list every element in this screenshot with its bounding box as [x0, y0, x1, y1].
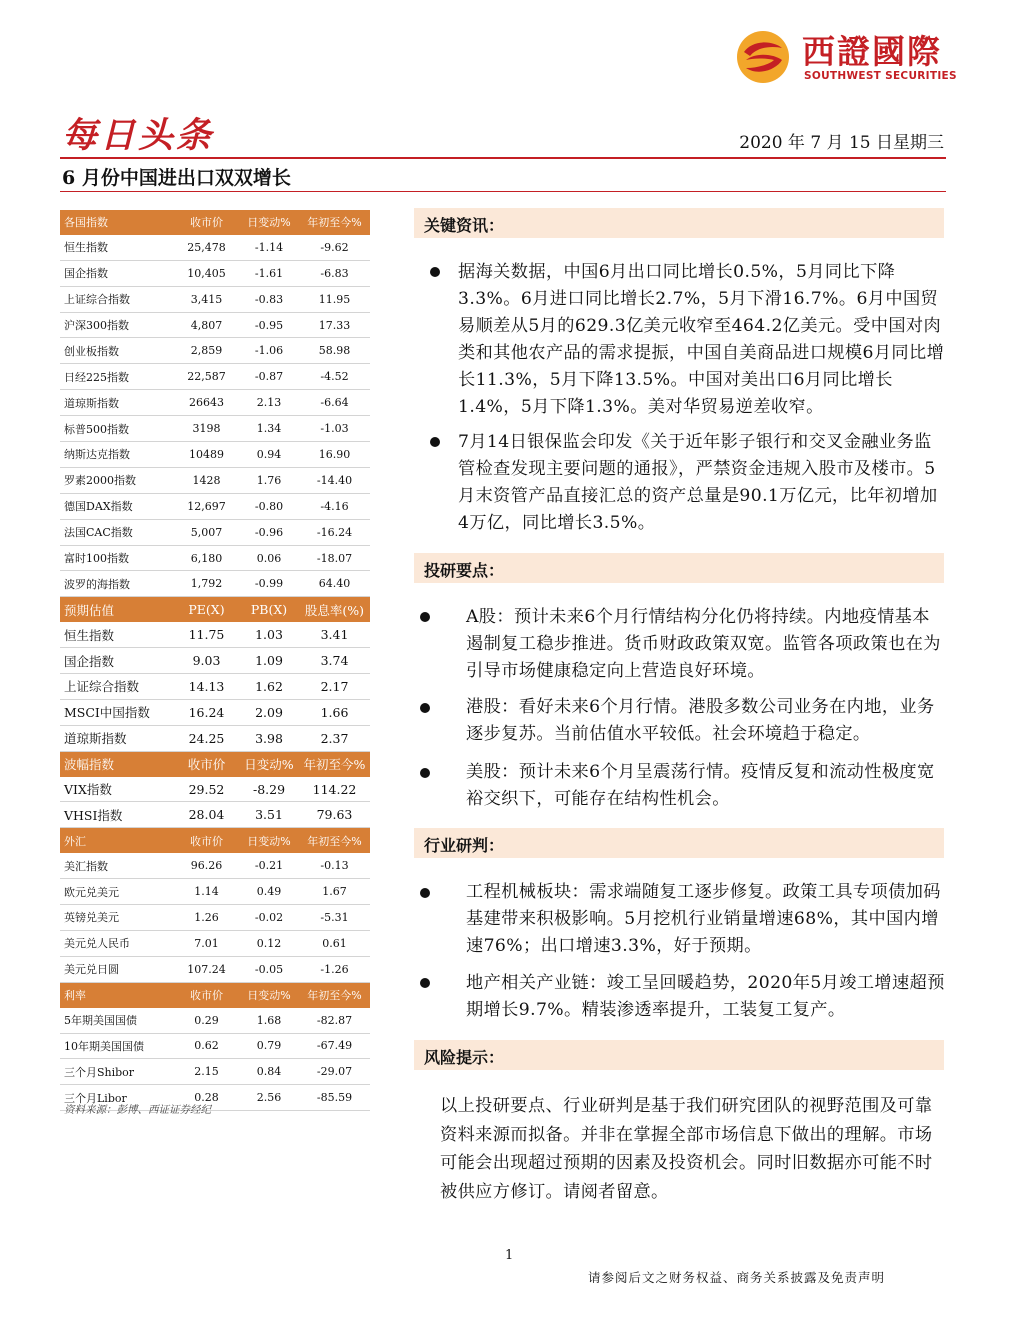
section-industry: [414, 828, 944, 858]
cell-value: 6,180: [174, 545, 239, 571]
table-row: [60, 930, 370, 956]
row-label: 三个月Shibor: [60, 1059, 174, 1085]
row-label: 创业板指数: [60, 338, 174, 364]
cell-value: -5.31: [299, 905, 370, 931]
row-label: MSCI中国指数: [60, 699, 174, 725]
cell-value: 1.09: [239, 648, 299, 674]
cell-value: -0.21: [239, 853, 299, 878]
cell-value: -18.07: [299, 545, 370, 571]
table-row: [60, 1008, 370, 1033]
news-item: 7月14日银保监会印发《关于近年影子银行和交叉金融业务监管检查发现主要问题的通报》，严禁资金违规入股市及楼市。5月末资管产品直接汇总的资产总量是90.1万亿元，比年初增加4万亿，同比增长3.5%。: [458, 432, 938, 533]
row-label: VHSI指数: [60, 802, 174, 828]
row-label: 5年期美国国债: [60, 1008, 174, 1033]
cell-value: 0.28: [174, 1085, 239, 1111]
cell-value: -0.80: [239, 493, 299, 519]
cell-value: 2.13: [239, 390, 299, 416]
row-label: 恒生指数: [60, 622, 174, 647]
cell-value: 0.06: [239, 545, 299, 571]
row-label: 上证综合指数: [60, 674, 174, 700]
row-label: 道琼斯指数: [60, 390, 174, 416]
cell-value: 0.62: [174, 1033, 239, 1059]
cell-value: 28.04: [174, 802, 239, 828]
table-row: [60, 390, 370, 416]
cell-value: 2.17: [299, 674, 370, 700]
bullet-icon: [430, 437, 440, 447]
cell-value: 58.98: [299, 338, 370, 364]
section-title: 关键资讯：: [424, 216, 505, 235]
column-header: 利率: [60, 982, 174, 1007]
cell-value: 16.90: [299, 442, 370, 468]
table-row: [60, 519, 370, 545]
table-row: [60, 802, 370, 828]
cell-value: 24.25: [174, 725, 239, 751]
section-research: [414, 553, 944, 583]
cell-value: 96.26: [174, 853, 239, 878]
table-row: [60, 493, 370, 519]
table-row: [60, 545, 370, 571]
column-header: 日变动%: [239, 751, 299, 776]
cell-value: 29.52: [174, 777, 239, 802]
section-title: 行业研判：: [424, 836, 505, 855]
cell-value: -1.06: [239, 338, 299, 364]
bullet-icon: [420, 978, 430, 988]
column-header: 外汇: [60, 828, 174, 853]
page-number: 1: [505, 1248, 514, 1263]
row-label: 沪深300指数: [60, 312, 174, 338]
table-row: [60, 338, 370, 364]
cell-value: 3.98: [239, 725, 299, 751]
table-row: [60, 260, 370, 286]
table-row: [60, 853, 370, 878]
cell-value: -0.05: [239, 956, 299, 982]
table-row: [60, 674, 370, 700]
logo-mark-icon: [736, 30, 790, 84]
news-item: 据海关数据，中国6月出口同比增长0.5%，5月同比下降3.3%。6月进口同比增长2.7%，5月下滑16.7%。6月中国贸易顺差从5月的629.3亿美元收窄至464.2亿美元。受中国对肉类和其他农产品的需求提振，中国自美商品进口规模6月同比增长11.3%，5月下降13.5%。中国对美出口6月同比增长1.4%，5月下降1.3%。美对华贸易逆差收窄。: [458, 262, 945, 417]
logo-english-name: SOUTHWEST SECURITIES: [804, 70, 957, 82]
column-header: 收市价: [174, 210, 239, 235]
table-row: [60, 905, 370, 931]
headline: 6 月份中国进出口双双增长: [62, 167, 291, 189]
row-label: 上证综合指数: [60, 286, 174, 312]
section-title: 投研要点：: [424, 561, 505, 580]
table-row: [60, 467, 370, 493]
table-row: [60, 286, 370, 312]
column-header: 预期估值: [60, 597, 174, 622]
cell-value: 1.34: [239, 416, 299, 442]
cell-value: 0.12: [239, 930, 299, 956]
row-label: 国企指数: [60, 260, 174, 286]
column-header: 收市价: [174, 828, 239, 853]
cell-value: 1.66: [299, 699, 370, 725]
bullet-icon: [420, 768, 430, 778]
table-row: [60, 312, 370, 338]
cell-value: 10,405: [174, 260, 239, 286]
table-row: [60, 956, 370, 982]
column-header: PE(X): [174, 597, 239, 622]
cell-value: 9.03: [174, 648, 239, 674]
cell-value: 26643: [174, 390, 239, 416]
section-title: 风险提示：: [424, 1048, 505, 1067]
cell-value: 2,859: [174, 338, 239, 364]
cell-value: -0.83: [239, 286, 299, 312]
cell-value: 1.67: [299, 879, 370, 905]
column-header: 日变动%: [239, 828, 299, 853]
row-label: 三个月Libor: [60, 1085, 174, 1111]
row-label: 10年期美国国债: [60, 1033, 174, 1059]
row-label: 美汇指数: [60, 853, 174, 878]
cell-value: -6.64: [299, 390, 370, 416]
research-item: A股：预计未来6个月行情结构分化仍将持续。内地疫情基本遏制复工稳步推进。货币财政政策双宽。监管各项政策也在为引导市场健康稳定向上营造良好环境。: [466, 607, 941, 681]
cell-value: 114.22: [299, 777, 370, 802]
table-source-note: 资料来源：彭博、西证证券经纪: [64, 1104, 211, 1116]
cell-value: -0.95: [239, 312, 299, 338]
footer-disclaimer: 请参阅后文之财务权益、商务关系披露及免责声明: [588, 1270, 886, 1285]
column-header: 日变动%: [239, 210, 299, 235]
column-header: 年初至今%: [299, 828, 370, 853]
cell-value: 5,007: [174, 519, 239, 545]
row-label: 美元兑人民币: [60, 930, 174, 956]
table-row: [60, 879, 370, 905]
industry-item: 地产相关产业链：竣工呈回暖趋势，2020年5月竣工增速超预期增长9.7%。精装渗透率提升，工装复工复产。: [466, 973, 945, 1020]
bullet-icon: [430, 267, 440, 277]
column-header: 收市价: [174, 751, 239, 776]
table-row: [60, 648, 370, 674]
row-label: 美元兑日圆: [60, 956, 174, 982]
cell-value: 3198: [174, 416, 239, 442]
column-header: 各国指数: [60, 210, 174, 235]
cell-value: -4.52: [299, 364, 370, 390]
column-header: 收市价: [174, 982, 239, 1007]
cell-value: 3.74: [299, 648, 370, 674]
cell-value: -8.29: [239, 777, 299, 802]
cell-value: 10489: [174, 442, 239, 468]
cell-value: 16.24: [174, 699, 239, 725]
row-label: 德国DAX指数: [60, 493, 174, 519]
cell-value: 1.14: [174, 879, 239, 905]
cell-value: -29.07: [299, 1059, 370, 1085]
column-header: 波幅指数: [60, 751, 174, 776]
table-section-header: [60, 828, 370, 853]
cell-value: -0.13: [299, 853, 370, 878]
cell-value: 14.13: [174, 674, 239, 700]
bullet-icon: [420, 612, 430, 622]
column-header: 年初至今%: [299, 982, 370, 1007]
section-key-news: [414, 208, 944, 238]
logo-chinese-name: 西證國際: [802, 32, 942, 71]
table-row: [60, 1033, 370, 1059]
bullet-icon: [420, 703, 430, 713]
row-label: 法国CAC指数: [60, 519, 174, 545]
row-label: VIX指数: [60, 777, 174, 802]
cell-value: -1.14: [239, 235, 299, 260]
cell-value: 11.95: [299, 286, 370, 312]
cell-value: 1.68: [239, 1008, 299, 1033]
cell-value: 11.75: [174, 622, 239, 647]
cell-value: 0.49: [239, 879, 299, 905]
market-data-table: [60, 210, 370, 1111]
table-section-header: [60, 982, 370, 1007]
research-item: 美股：预计未来6个月呈震荡行情。疫情反复和流动性极度宽裕交织下，可能存在结构性机会。: [466, 762, 935, 809]
cell-value: 1,792: [174, 571, 239, 597]
row-label: 英镑兑美元: [60, 905, 174, 931]
table-section-header: [60, 210, 370, 235]
industry-item: 工程机械板块：需求端随复工逐步修复。政策工具专项债加码基建带来积极影响。5月挖机行业销量增速68%，其中国内增速76%；出口增速3.3%，好于预期。: [466, 882, 941, 956]
table-row: [60, 416, 370, 442]
cell-value: -85.59: [299, 1085, 370, 1111]
table-section-header: [60, 751, 370, 776]
risk-disclaimer-text: 以上投研要点、行业研判是基于我们研究团队的视野范围及可靠资料来源而拟备。并非在掌握全部市场信息下做出的理解。市场可能会出现超过预期的因素及投资机会。同时旧数据亦可能不时被供应方修订。请阅者留意。: [440, 1096, 933, 1202]
cell-value: 79.63: [299, 802, 370, 828]
cell-value: 4,807: [174, 312, 239, 338]
row-label: 道琼斯指数: [60, 725, 174, 751]
table-row: [60, 235, 370, 260]
row-label: 富时100指数: [60, 545, 174, 571]
cell-value: 0.29: [174, 1008, 239, 1033]
cell-value: -9.62: [299, 235, 370, 260]
cell-value: 0.79: [239, 1033, 299, 1059]
cell-value: -82.87: [299, 1008, 370, 1033]
section-risk: [414, 1040, 944, 1070]
cell-value: 7.01: [174, 930, 239, 956]
cell-value: -16.24: [299, 519, 370, 545]
table-row: [60, 364, 370, 390]
row-label: 欧元兑美元: [60, 879, 174, 905]
row-label: 罗素2000指数: [60, 467, 174, 493]
column-header: 股息率(%): [299, 597, 370, 622]
cell-value: 17.33: [299, 312, 370, 338]
column-header: 日变动%: [239, 982, 299, 1007]
research-item: 港股：看好未来6个月行情。港股多数公司业务在内地，业务逐步复苏。当前估值水平较低。社会环境趋于稳定。: [466, 697, 935, 744]
cell-value: -0.02: [239, 905, 299, 931]
table-row: [60, 1059, 370, 1085]
cell-value: 0.84: [239, 1059, 299, 1085]
cell-value: 64.40: [299, 571, 370, 597]
cell-value: -14.40: [299, 467, 370, 493]
cell-value: -1.03: [299, 416, 370, 442]
cell-value: 2.09: [239, 699, 299, 725]
cell-value: 1.03: [239, 622, 299, 647]
cell-value: 1.26: [174, 905, 239, 931]
table-row: [60, 622, 370, 647]
cell-value: 0.61: [299, 930, 370, 956]
cell-value: 2.56: [239, 1085, 299, 1111]
row-label: 恒生指数: [60, 235, 174, 260]
cell-value: 25,478: [174, 235, 239, 260]
cell-value: -67.49: [299, 1033, 370, 1059]
table-row: [60, 725, 370, 751]
company-logo: [736, 30, 961, 86]
cell-value: 107.24: [174, 956, 239, 982]
bullet-icon: [420, 888, 430, 898]
header-divider: [60, 157, 946, 159]
column-header: 年初至今%: [299, 751, 370, 776]
cell-value: 1.62: [239, 674, 299, 700]
cell-value: -0.96: [239, 519, 299, 545]
column-header: 年初至今%: [299, 210, 370, 235]
table-row: [60, 571, 370, 597]
cell-value: 3.51: [239, 802, 299, 828]
row-label: 日经225指数: [60, 364, 174, 390]
cell-value: -1.26: [299, 956, 370, 982]
row-label: 波罗的海指数: [60, 571, 174, 597]
report-date: 2020 年 7 月 15 日星期三: [739, 133, 944, 153]
cell-value: -0.87: [239, 364, 299, 390]
cell-value: 3,415: [174, 286, 239, 312]
cell-value: 12,697: [174, 493, 239, 519]
table-row: [60, 699, 370, 725]
cell-value: 2.37: [299, 725, 370, 751]
cell-value: 0.94: [239, 442, 299, 468]
row-label: 标普500指数: [60, 416, 174, 442]
table-section-header: [60, 597, 370, 622]
cell-value: -6.83: [299, 260, 370, 286]
cell-value: -1.61: [239, 260, 299, 286]
cell-value: 3.41: [299, 622, 370, 647]
cell-value: 1.76: [239, 467, 299, 493]
headline-divider: [60, 191, 946, 192]
cell-value: -0.99: [239, 571, 299, 597]
publication-title: 每日头条: [62, 116, 215, 156]
cell-value: -4.16: [299, 493, 370, 519]
cell-value: 22,587: [174, 364, 239, 390]
table-row: [60, 442, 370, 468]
cell-value: 2.15: [174, 1059, 239, 1085]
row-label: 纳斯达克指数: [60, 442, 174, 468]
column-header: PB(X): [239, 597, 299, 622]
row-label: 国企指数: [60, 648, 174, 674]
table-row: [60, 777, 370, 802]
cell-value: 1428: [174, 467, 239, 493]
